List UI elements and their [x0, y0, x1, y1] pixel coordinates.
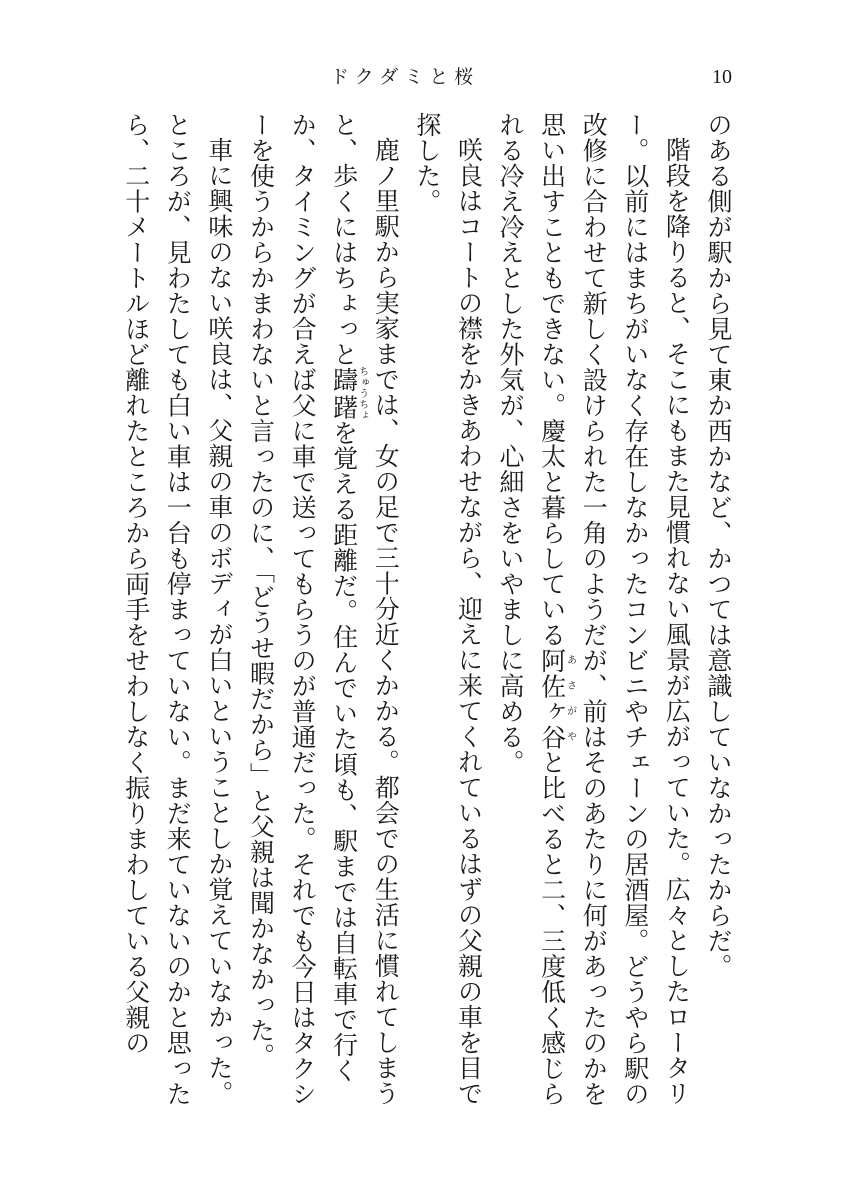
- paragraph: [240, 112, 406, 1112]
- ruby-chucho: [329, 366, 368, 421]
- paragraph: のある側が駅から見て東か西かなど、かつては意識していなかったからだ。: [704, 112, 733, 979]
- ruby-reading: ちゅうちょ: [356, 366, 368, 421]
- ruby-asagaya: [537, 647, 576, 750]
- paragraph: 車に興味のない咲良は、父親の車のボディが白いということしか覚えていなかった。ところが、見わたしても白い車は一台も停まっていない。まだ来ていないのかと思ったら、二十メートルほど離れたところから両手をせわしなく振りまわしている父親の: [121, 112, 234, 1107]
- paragraph-text: を覚える距離だ。住んでいた頃も、駅までは自転車で行くか、タイミングが合えば父に車で送ってもらうのが普通だった。それでも今日はタクシーを使うからかまわないと言ったのに、「どうせ暇だから」と父親は聞かなかった。: [246, 112, 359, 1107]
- paragraph-text: と比べると二、三度低く感じられる冷え冷えとした外気が、心細さをいやましに高める。: [496, 112, 567, 1107]
- paragraph-text: 階段を降りると、そこにもまた見慣れない風景が広がっていた。広々としたロータリー。以前にはまちがいなく存在しなかったコンビニやチェーンの居酒屋。どうやら駅の改修に合わせて新しく設けられた一角のようだが、前はそのあたりに何があったのかを思い出すこともできない。慶太と暮らしている: [537, 112, 692, 1107]
- paragraph: [489, 112, 697, 1112]
- paragraph: 咲良はコートの襟をかきあわせながら、迎えに来てくれているはずの父親の車を目で探した。: [412, 112, 484, 1106]
- body-text: [79, 112, 739, 1112]
- paragraph-text: 鹿ノ里駅から実家までは、女の足で三十分近くかかる。都会での生活に慣れてしまうと、歩くにはちょっと: [329, 112, 401, 1106]
- ruby-base: 阿佐ヶ谷: [537, 647, 567, 750]
- ruby-base: 躊躇: [329, 366, 359, 421]
- running-head-title: ドクダミと桜: [330, 66, 480, 88]
- ruby-reading: あさがや: [564, 647, 576, 750]
- page-number: 10: [712, 66, 732, 88]
